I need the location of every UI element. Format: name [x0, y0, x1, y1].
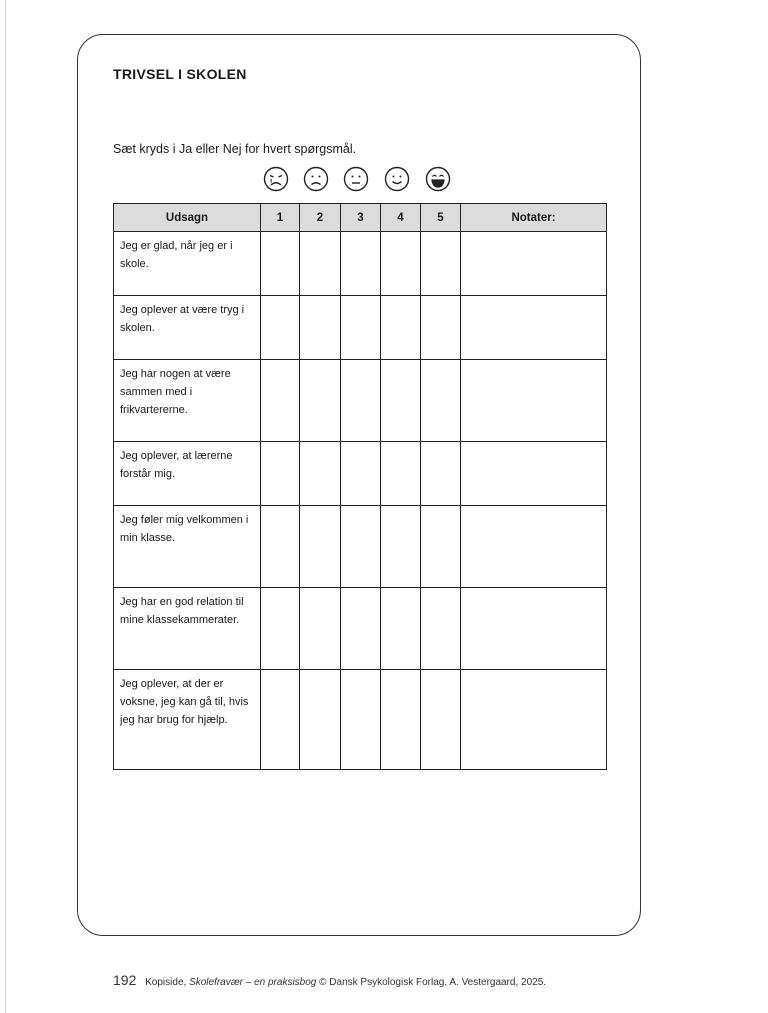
score-3-cell[interactable] — [341, 588, 381, 670]
footer-book-title: Skolefravær – en praksisbog — [189, 977, 317, 988]
score-3-cell[interactable] — [341, 506, 381, 588]
table-row — [114, 442, 607, 506]
survey-table — [113, 203, 607, 770]
score-5-cell[interactable] — [421, 360, 461, 442]
score-2-cell[interactable] — [300, 670, 341, 770]
footer-prefix: Kopiside, — [145, 977, 187, 988]
score-1-cell[interactable] — [261, 296, 300, 360]
score-4-cell[interactable] — [381, 232, 421, 296]
score-1-cell[interactable] — [261, 506, 300, 588]
score-3-cell[interactable] — [341, 360, 381, 442]
header-score-4: 4 — [381, 204, 421, 232]
crying-face-icon — [263, 166, 289, 192]
header-notes: Notater: — [461, 204, 607, 232]
header-score-5: 5 — [421, 204, 461, 232]
statement-cell: Jeg føler mig velkommen i min klasse. — [114, 506, 261, 588]
notes-cell[interactable] — [461, 232, 607, 296]
score-2-cell[interactable] — [300, 506, 341, 588]
score-3-cell[interactable] — [341, 296, 381, 360]
table-row — [114, 588, 607, 670]
laughing-face-icon — [425, 166, 451, 192]
notes-cell[interactable] — [461, 360, 607, 442]
notes-cell[interactable] — [461, 296, 607, 360]
smiling-face-icon — [384, 166, 410, 192]
table-header-row — [114, 204, 607, 232]
score-4-cell[interactable] — [381, 296, 421, 360]
score-3-cell[interactable] — [341, 232, 381, 296]
score-3-cell[interactable] — [341, 670, 381, 770]
table-row — [114, 506, 607, 588]
score-1-cell[interactable] — [261, 588, 300, 670]
statement-cell: Jeg er glad, når jeg er i skole. — [114, 232, 261, 296]
statement-cell: Jeg oplever, at der er voksne, jeg kan gå til, hvis jeg har brug for hjælp. — [114, 670, 261, 770]
score-4-cell[interactable] — [381, 360, 421, 442]
statement-cell: Jeg oplever, at lærerne forstår mig. — [114, 442, 261, 506]
score-2-cell[interactable] — [300, 442, 341, 506]
score-2-cell[interactable] — [300, 360, 341, 442]
neutral-face-icon — [343, 166, 369, 192]
score-1-cell[interactable] — [261, 360, 300, 442]
notes-cell[interactable] — [461, 588, 607, 670]
sad-face-icon — [303, 166, 329, 192]
page-number: 192 — [113, 972, 137, 988]
statement-cell: Jeg oplever at være tryg i skolen. — [114, 296, 261, 360]
score-1-cell[interactable] — [261, 670, 300, 770]
score-1-cell[interactable] — [261, 442, 300, 506]
score-5-cell[interactable] — [421, 232, 461, 296]
table-row — [114, 232, 607, 296]
statement-cell: Jeg har nogen at være sammen med i frikvartererne. — [114, 360, 261, 442]
header-statement: Udsagn — [114, 204, 261, 232]
notes-cell[interactable] — [461, 442, 607, 506]
score-4-cell[interactable] — [381, 442, 421, 506]
table-row — [114, 296, 607, 360]
header-score-2: 2 — [300, 204, 341, 232]
notes-cell[interactable] — [461, 670, 607, 770]
score-4-cell[interactable] — [381, 506, 421, 588]
score-5-cell[interactable] — [421, 296, 461, 360]
page-footer — [113, 972, 546, 988]
score-1-cell[interactable] — [261, 232, 300, 296]
score-5-cell[interactable] — [421, 670, 461, 770]
score-4-cell[interactable] — [381, 670, 421, 770]
score-5-cell[interactable] — [421, 442, 461, 506]
footer-copyright: © Dansk Psykologisk Forlag, A. Vestergaard, 2025. — [319, 977, 547, 988]
statement-cell: Jeg har en god relation til mine klassekammerater. — [114, 588, 261, 670]
score-5-cell[interactable] — [421, 506, 461, 588]
page-edge-rule — [5, 0, 6, 1013]
score-2-cell[interactable] — [300, 296, 341, 360]
rating-faces — [263, 166, 463, 194]
score-2-cell[interactable] — [300, 588, 341, 670]
notes-cell[interactable] — [461, 506, 607, 588]
table-row — [114, 670, 607, 770]
score-5-cell[interactable] — [421, 588, 461, 670]
score-2-cell[interactable] — [300, 232, 341, 296]
score-3-cell[interactable] — [341, 442, 381, 506]
page-title: TRIVSEL I SKOLEN — [113, 66, 247, 82]
instruction-text: Sæt kryds i Ja eller Nej for hvert spørgsmål. — [113, 142, 357, 156]
header-score-1: 1 — [261, 204, 300, 232]
score-4-cell[interactable] — [381, 588, 421, 670]
table-row — [114, 360, 607, 442]
header-score-3: 3 — [341, 204, 381, 232]
